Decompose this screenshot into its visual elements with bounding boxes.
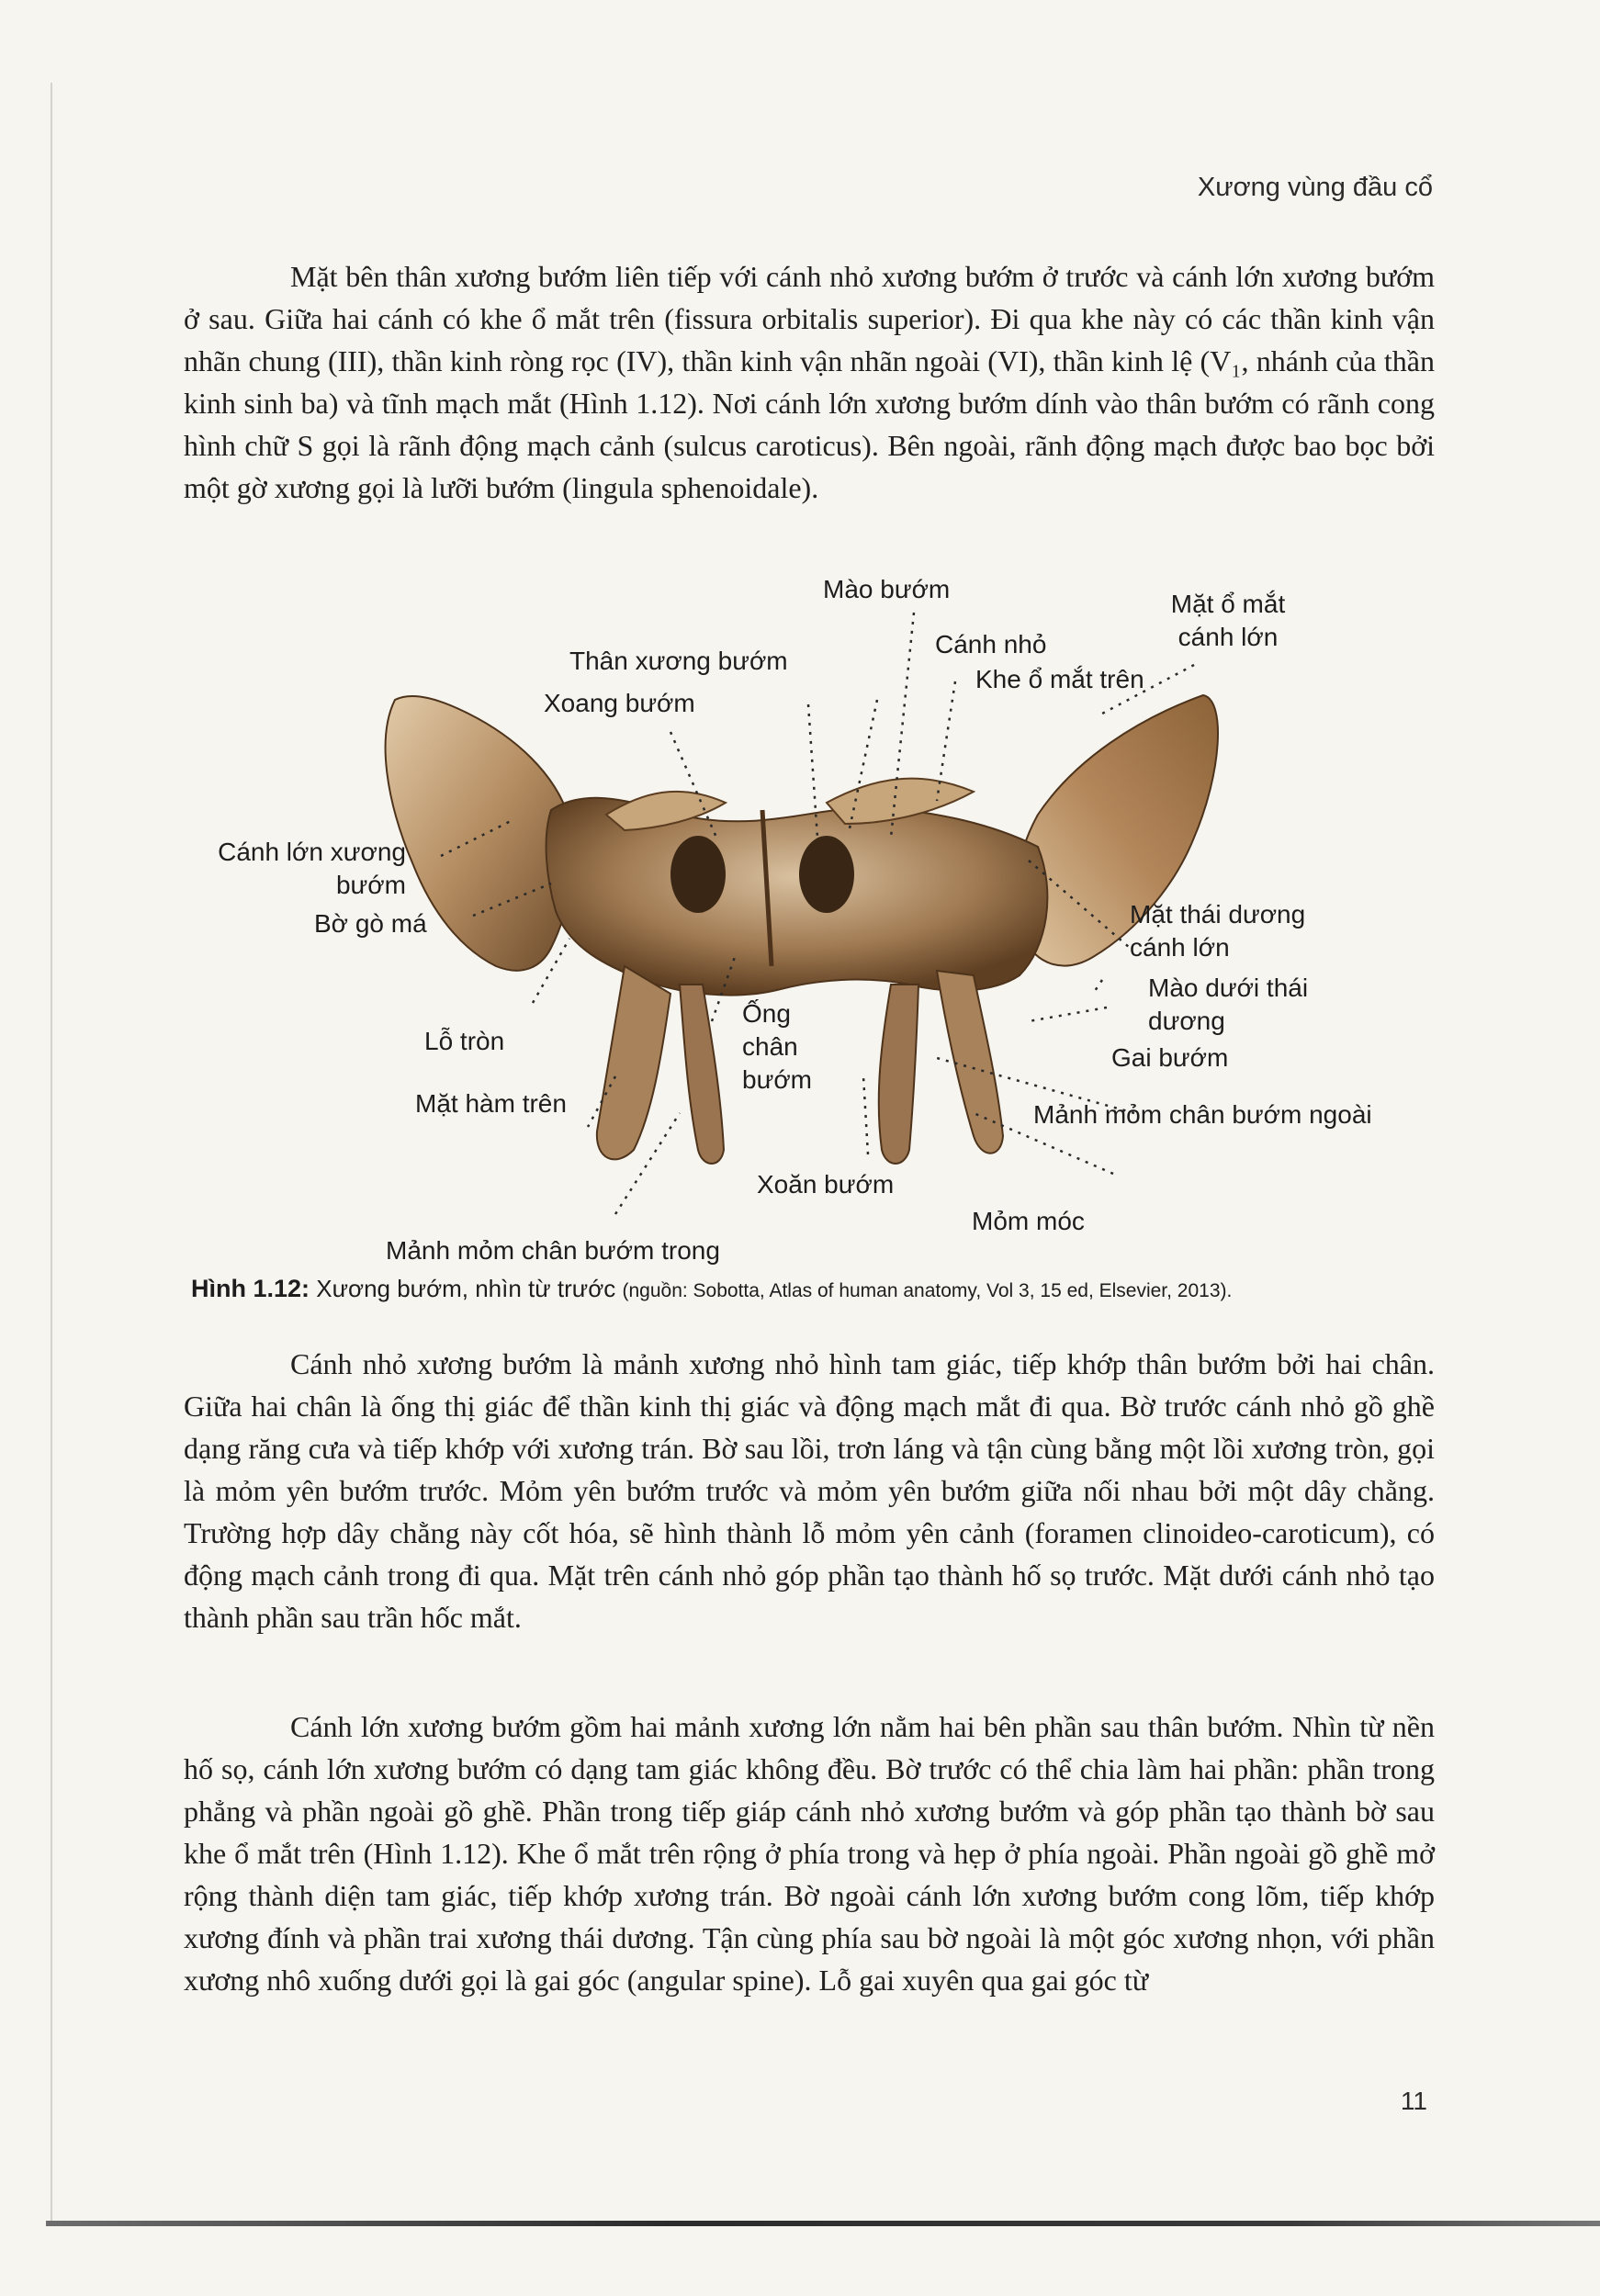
body-paragraph-3: Cánh lớn xương bướm gồm hai mảnh xương lớn nằm hai bên phần sau thân bướm. Nhìn từ nền hố sọ, cánh lớn xương bướm có dạng tam giác không đều. Bờ trước có thể chia làm hai phần: phần trong phẳng và phần ngoài gồ ghề. Phần trong tiếp giáp cánh nhỏ xương bướm và góp phần tạo thành bờ sau khe ổ mắt trên (Hình 1.12). Khe ổ mắt trên rộng ở phía trong và hẹp ở phía ngoài. Phần ngoài gồ ghề mở rộng thành diện tam giác, tiếp khớp xương trán. Bờ ngoài cánh lớn xương bướm cong lõm, tiếp khớp xương đính và phần trai xương thái dương. Tận cùng phía sau bờ ngoài là một góc xương nhọn, với phần xương nhô xuống dưới gọi là gai góc (angular spine). Lỗ gai xuyên qua gai góc từ [184, 1710, 1435, 1997]
label-canh-nho: Cánh nhỏ [935, 630, 1047, 658]
label-canh-lon-xuong-buom: Cánh lớn xương bướm [218, 838, 406, 899]
label-mat-ham-tren: Mặt hàm trên [415, 1089, 567, 1118]
sinus-opening-right [799, 836, 854, 913]
label-manh-mom-chan-buom-ngoai: Mảnh mỏm chân bướm ngoài [1033, 1100, 1372, 1129]
figure-sphenoid-bone [184, 562, 1435, 1288]
label-mat-o-mat-canh-lon: Mặt ổ mắt cánh lớn [1170, 590, 1286, 651]
left-pterygoid-process [597, 966, 670, 1159]
right-medial-plate [879, 985, 918, 1164]
body-paragraph-2: Cánh nhỏ xương bướm là mảnh xương nhỏ hình tam giác, tiếp khớp thân bướm bởi hai chân. Giữa hai chân là ống thị giác để thần kinh thị giác và động mạch mắt đi qua. Bờ trước cánh nhỏ gồ ghề dạng răng cưa và tiếp khớp với xương trán. Bờ sau lồi, trơn láng và tận cùng bằng một lồi xương tròn, gọi là mỏm yên bướm trước. Mỏm yên bướm trước và mỏm yên bướm giữa nối nhau bởi một dây chằng. Trường hợp dây chằng này cốt hóa, sẽ hình thành lỗ mỏm yên cảnh (foramen clinoideo-caroticum), có động mạch cảnh trong đi qua. Mặt trên cánh nhỏ góp phần tạo thành hố sọ trước. Mặt dưới cánh nhỏ tạo thành phần sau trần hốc mắt. [184, 1347, 1435, 1634]
label-mao-duoi-thai-duong: Mào dưới thái dương [1148, 974, 1309, 1035]
label-gai-buom: Gai bướm [1111, 1043, 1229, 1072]
label-than-xuong-buom: Thân xương bướm [569, 647, 788, 675]
label-mao-buom: Mào bướm [823, 575, 951, 603]
body-paragraph-1: Mặt bên thân xương bướm liên tiếp với cánh nhỏ xương bướm ở trước và cánh lớn xương bướm ở sau. Giữa hai cánh có khe ổ mắt trên (fissura orbitalis superior). Đi qua khe này có các thần kinh vận nhãn chung (III), thần kinh ròng rọc (IV), thần kinh vận nhãn ngoài (VI), thần kinh lệ (V₁, nhánh của thần kinh sinh ba) và tĩnh mạch mắt (Hình 1.12). Nơi cánh lớn xương bướm dính vào thân bướm có rãnh cong hình chữ S gọi là rãnh động mạch cảnh (sulcus caroticus). Bên ngoài, rãnh động mạch được bao bọc bởi một gờ xương gọi là lưỡi bướm (lingula sphenoidale). [184, 260, 1435, 504]
caption-source: (nguồn: Sobotta, Atlas of human anatomy, Vol 3, 15 ed, Elsevier, 2013). [622, 1280, 1233, 1301]
right-pterygoid-process [937, 971, 1003, 1154]
label-bo-go-ma: Bờ gò má [314, 909, 427, 938]
label-mom-moc: Mỏm móc [972, 1207, 1085, 1235]
label-lo-tron: Lỗ tròn [424, 1027, 505, 1055]
sinus-opening-left [670, 836, 726, 913]
bottom-rule [46, 2221, 1600, 2226]
caption-number: Hình 1.12: [191, 1275, 310, 1302]
page-edge [51, 83, 52, 2223]
caption-title: Xương bướm, nhìn từ trước [316, 1275, 616, 1302]
label-ong-chan-buom: Ống chân bướm [742, 999, 813, 1094]
running-header: Xương vùng đầu cổ [1197, 173, 1433, 202]
label-xoang-buom: Xoang bướm [544, 689, 695, 717]
left-medial-plate [680, 985, 724, 1164]
label-mat-thai-duong-canh-lon: Mặt thái dương cánh lớn [1130, 900, 1306, 962]
label-khe-o-mat-tren: Khe ổ mắt trên [975, 665, 1144, 693]
figure-caption [191, 1275, 1440, 1303]
page-number: 11 [1400, 2087, 1427, 2115]
label-manh-mom-chan-buom-trong: Mảnh mỏm chân bướm trong [386, 1236, 720, 1265]
label-xoan-buom: Xoăn bướm [757, 1170, 895, 1199]
